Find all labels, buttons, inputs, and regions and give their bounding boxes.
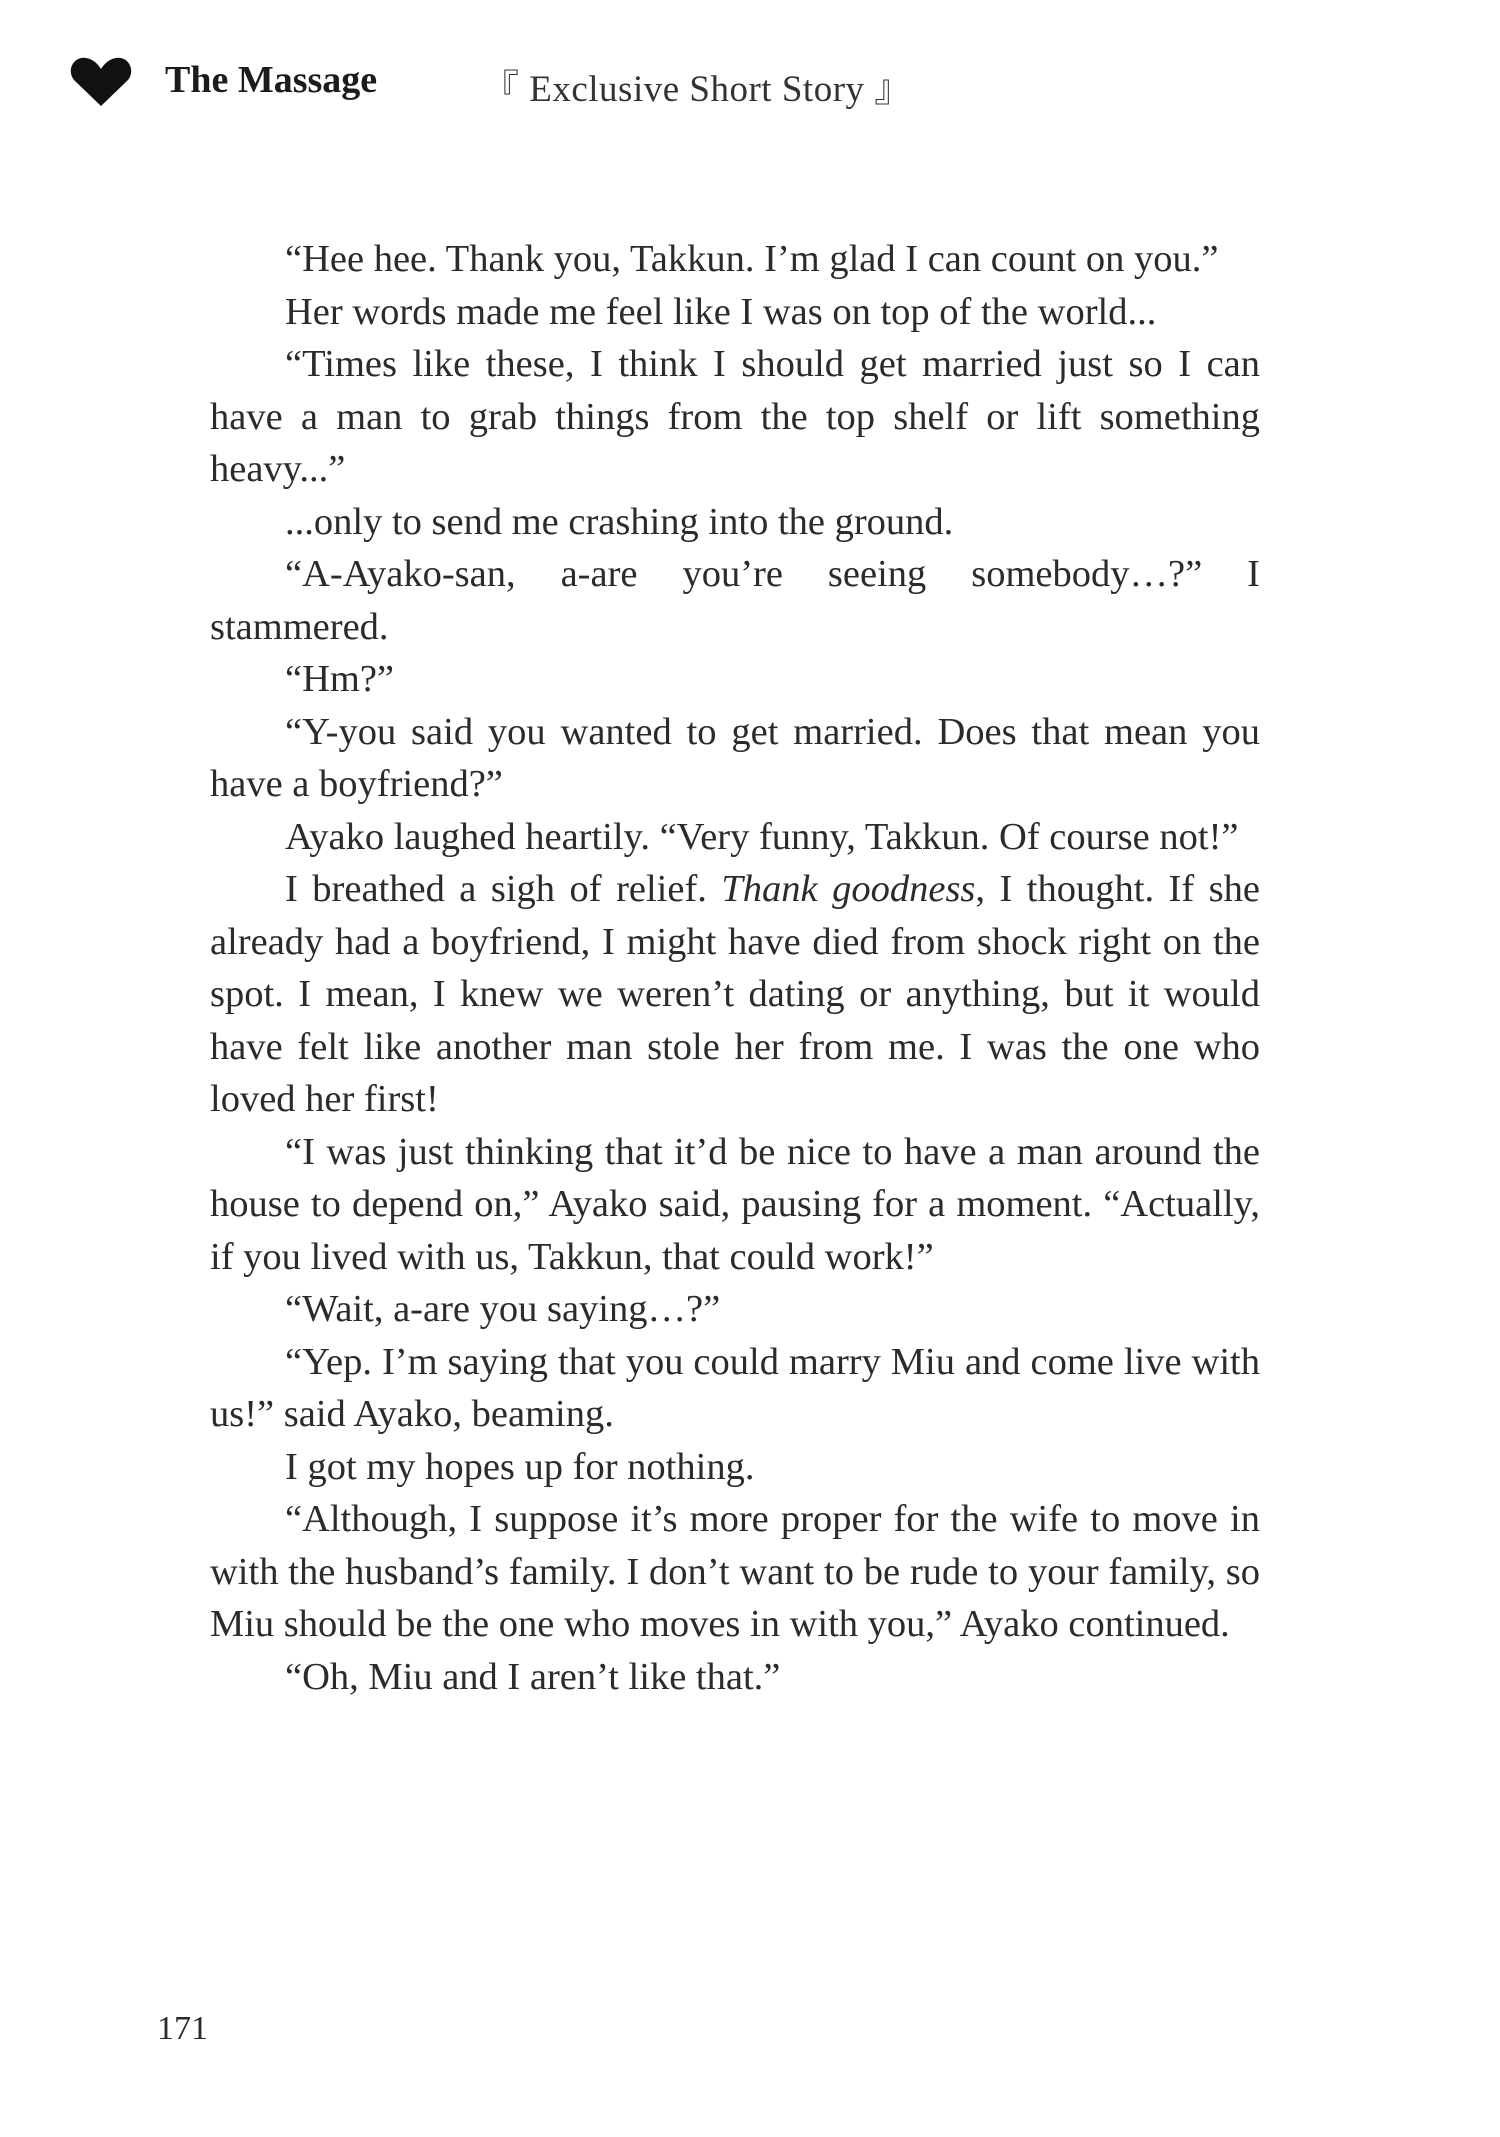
italic-thought: Thank goodness [721,868,976,910]
paragraph-text: I breathed a sigh of relief. [285,868,722,910]
paragraph: “A-Ayako-san, a-are you’re seeing somebody…?” I stammered. [210,553,1260,648]
paragraph: “I was just thinking that it’d be nice to have a man around the house to depend on,” Ayako said, pausing for a moment. “Actually, if you lived with us, Takkun, that could work!” [210,1130,1260,1278]
paragraph [210,863,1260,1126]
paragraph: ...only to send me crashing into the ground. [285,500,954,543]
paragraph: “Hm?” [285,658,395,700]
paragraph: “Oh, Miu and I aren’t like that.” [285,1655,781,1698]
paragraph: I got my hopes up for nothing. [285,1445,755,1488]
paragraph: “Although, I suppose it’s more proper for the wife to move in with the husband’s family. I don’t want to be rude to your family, so Miu should be the one who moves in with you,” Ayako continued. [210,1498,1260,1645]
paragraph: Ayako laughed heartily. “Very funny, Takkun. Of course not!” [285,815,1239,858]
series-label: 『 Exclusive Short Story 』 [482,69,912,110]
chapter-title: The Massage [165,59,378,101]
paragraph-text: , I thought. If she already had a boyfriend, I might have died from shock right on the spot. I mean, I knew we weren’t dating or anything, but it would have felt like another man stole her from me. I was the one who loved her first! [210,868,1260,1120]
paragraph: Her words made me feel like I was on top of the world... [285,290,1157,333]
story-text [210,233,1260,1703]
paragraph: “Wait, a-are you saying…?” [285,1288,721,1330]
heart-icon [70,56,132,108]
paragraph: “Hee hee. Thank you, Takkun. I’m glad I can count on you.” [285,238,1219,280]
paragraph: “Yep. I’m saying that you could marry Miu and come live with us!” said Ayako, beaming. [210,1340,1260,1435]
paragraph: “Times like these, I think I should get married just so I can have a man to grab things from the top shelf or lift something heavy...” [210,343,1260,490]
page-header [70,52,1430,112]
paragraph: “Y-you said you wanted to get married. Does that mean you have a boyfriend?” [210,710,1260,805]
page-number: 171 [157,2010,208,2047]
